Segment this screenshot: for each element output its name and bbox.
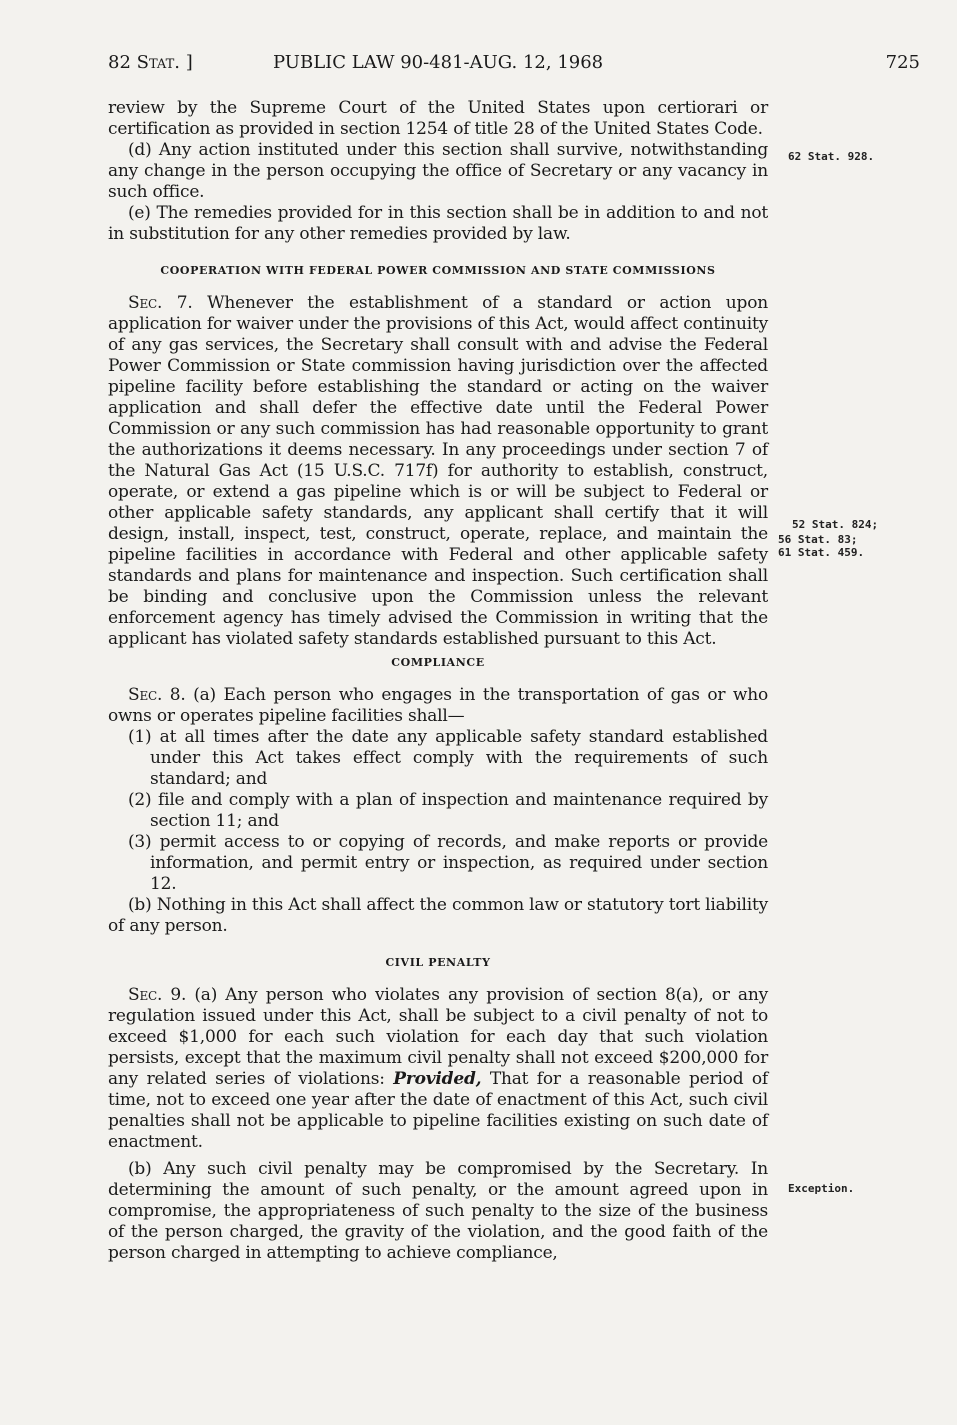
stat-volume: 82 Stat. ] xyxy=(108,52,193,73)
section-9-text-a: (a) Any person who violates any provision of section 8(a), or any regulation issued under this Act, shall be subject to a civil penalty of not to exceed $1,000 for each such violation for each day that such violation persists, except that the maximum civil penalty shall not exceed $200,000 for any related series of violations: xyxy=(108,985,769,1089)
margin-note-61-stat-459: 61 Stat. 459. xyxy=(778,546,865,559)
section-9 xyxy=(108,985,768,1153)
margin-note-exception: Exception. xyxy=(788,1182,855,1195)
heading-compliance: COMPLIANCE xyxy=(391,656,485,669)
provided-proviso: Provided, xyxy=(393,1069,482,1089)
page-number: 725 xyxy=(885,52,920,73)
section-8 xyxy=(108,685,768,727)
running-header xyxy=(108,52,920,78)
section-9-label: Sec. 9. xyxy=(128,985,187,1005)
paragraph-review: review by the Supreme Court of the United States upon certiorari or certification as provided in section 1254 of title 28 of the United States Code. xyxy=(108,98,768,139)
document-body xyxy=(108,98,768,1264)
section-8-item-3: (3) permit access to or copying of records, and make reports or provide information, and permit entry or inspection, as required under section 12. xyxy=(128,832,768,894)
margin-note-62-stat-928: 62 Stat. 928. xyxy=(788,150,875,163)
section-7 xyxy=(108,293,768,650)
section-8-item-1: (1) at all times after the date any applicable safety standard established under this Act takes effect comply with the requirements of such standard; and xyxy=(128,727,768,789)
section-9-text-b: That for a reasonable period of time, not to exceed one year after the date of enactment of this Act, such civil penalties shall not be applicable to pipeline facilities existing on such date of enactment. xyxy=(108,1069,768,1152)
heading-cooperation: COOPERATION WITH FEDERAL POWER COMMISSION AND STATE COMMISSIONS xyxy=(160,264,716,277)
section-7-label: Sec. 7. xyxy=(128,293,193,313)
paragraph-8b: (b) Nothing in this Act shall affect the common law or statutory tort liability of any person. xyxy=(108,895,768,936)
paragraph-d: (d) Any action instituted under this section shall survive, notwithstanding any change in the person occupying the office of Secretary or any vacancy in such office. xyxy=(108,140,768,202)
section-8-label: Sec. 8. xyxy=(128,685,186,705)
margin-note-56-stat-83: 56 Stat. 83; xyxy=(778,533,858,546)
law-title: PUBLIC LAW 90-481-AUG. 12, 1968 xyxy=(273,52,604,73)
section-7-text: Whenever the establishment of a standard or action upon application for waiver under the provisions of this Act, would affect continuity of any gas services, the Secretary shall consult with and advise the Federal Power Commission or State commission having jurisdiction over the affected pipeline facility before establishing the standard or acting on the waiver application and shall defer the effective date until the Federal Power Commission or any such commission has had reasonable opportunity to grant the authorizations it deems necessary. In any proceedings under section 7 of the Natural Gas Act (15 U.S.C. 717f) for authority to establish, construct, operate, or extend a gas pipeline which is or will be subject to Federal or other applicable safety standards, any applicant shall certify that it will design, install, inspect, test, construct, operate, replace, and maintain the pipeline facilities in accordance with Federal and other applicable safety standards and plans for maintenance and inspection. Such certification shall be binding and conclusive upon the Commission unless the relevant enforcement agency has timely advised the Commission in writing that the applicant has violated safety standards established pursuant to this Act. xyxy=(108,293,768,649)
heading-civil-penalty: CIVIL PENALTY xyxy=(385,956,491,969)
section-8-item-2: (2) file and comply with a plan of inspection and maintenance required by section 11; and xyxy=(128,790,768,831)
paragraph-e: (e) The remedies provided for in this section shall be in addition to and not in substitution for any other remedies provided by law. xyxy=(108,203,768,244)
section-8-text: (a) Each person who engages in the transportation of gas or who owns or operates pipeline facilities shall— xyxy=(108,685,768,726)
paragraph-9b: (b) Any such civil penalty may be compromised by the Secretary. In determining the amount of such penalty, or the amount agreed upon in compromise, the appropriateness of such penalty to the size of the business of the person charged, the gravity of the violation, and the good faith of the person charged in attempting to achieve compliance, xyxy=(108,1159,768,1263)
margin-note-52-stat-824: 52 Stat. 824; xyxy=(792,518,879,531)
